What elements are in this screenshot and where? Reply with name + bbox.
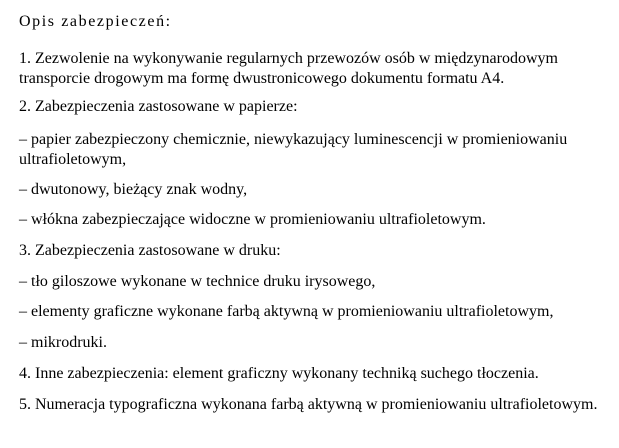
document-heading: Opis zabezpieczeń: — [19, 13, 172, 30]
paragraph-4 — [19, 180, 609, 200]
paragraph-line: 1. Zezwolenie na wykonywanie regularnych przewozów osób w międzynarodowym — [19, 50, 558, 67]
paragraph-line: 5. Numeracja typograficzna wykonana farbą aktywną w promieniowaniu ultrafioletowym. — [19, 396, 598, 413]
paragraph-line: – tło giloszowe wykonane w technice druku irysowego, — [19, 273, 376, 290]
paragraph-line: ultrafioletowym, — [19, 151, 127, 168]
paragraph-line: 2. Zabezpieczenia zastosowane w papierze: — [19, 98, 298, 115]
paragraph-line: – dwutonowy, bieżący znak wodny, — [19, 181, 248, 198]
paragraph-5 — [19, 210, 609, 230]
paragraph-6 — [19, 241, 609, 261]
paragraph-1 — [19, 49, 609, 89]
paragraph-10 — [19, 364, 609, 384]
paragraph-3 — [19, 130, 609, 170]
paragraph-line: – papier zabezpieczony chemicznie, niewykazujący luminescencji w promieniowaniu — [19, 131, 568, 148]
paragraph-2 — [19, 97, 609, 117]
paragraph-line: 3. Zabezpieczenia zastosowane w druku: — [19, 242, 281, 259]
paragraph-9 — [19, 333, 609, 353]
paragraph-line: – elementy graficzne wykonane farbą aktywną w promieniowaniu ultrafioletowym, — [19, 303, 554, 320]
paragraph-7 — [19, 272, 609, 292]
paragraph-line: transporcie drogowym ma formę dwustronicowego dokumentu formatu A4. — [19, 70, 505, 87]
paragraph-8 — [19, 302, 609, 322]
paragraph-line: 4. Inne zabezpieczenia: element graficzny wykonany techniką suchego tłoczenia. — [19, 365, 539, 382]
paragraph-line: – mikrodruki. — [19, 334, 107, 351]
paragraph-11 — [19, 395, 609, 415]
paragraph-line: – włókna zabezpieczające widoczne w promieniowaniu ultrafioletowym. — [19, 211, 486, 228]
